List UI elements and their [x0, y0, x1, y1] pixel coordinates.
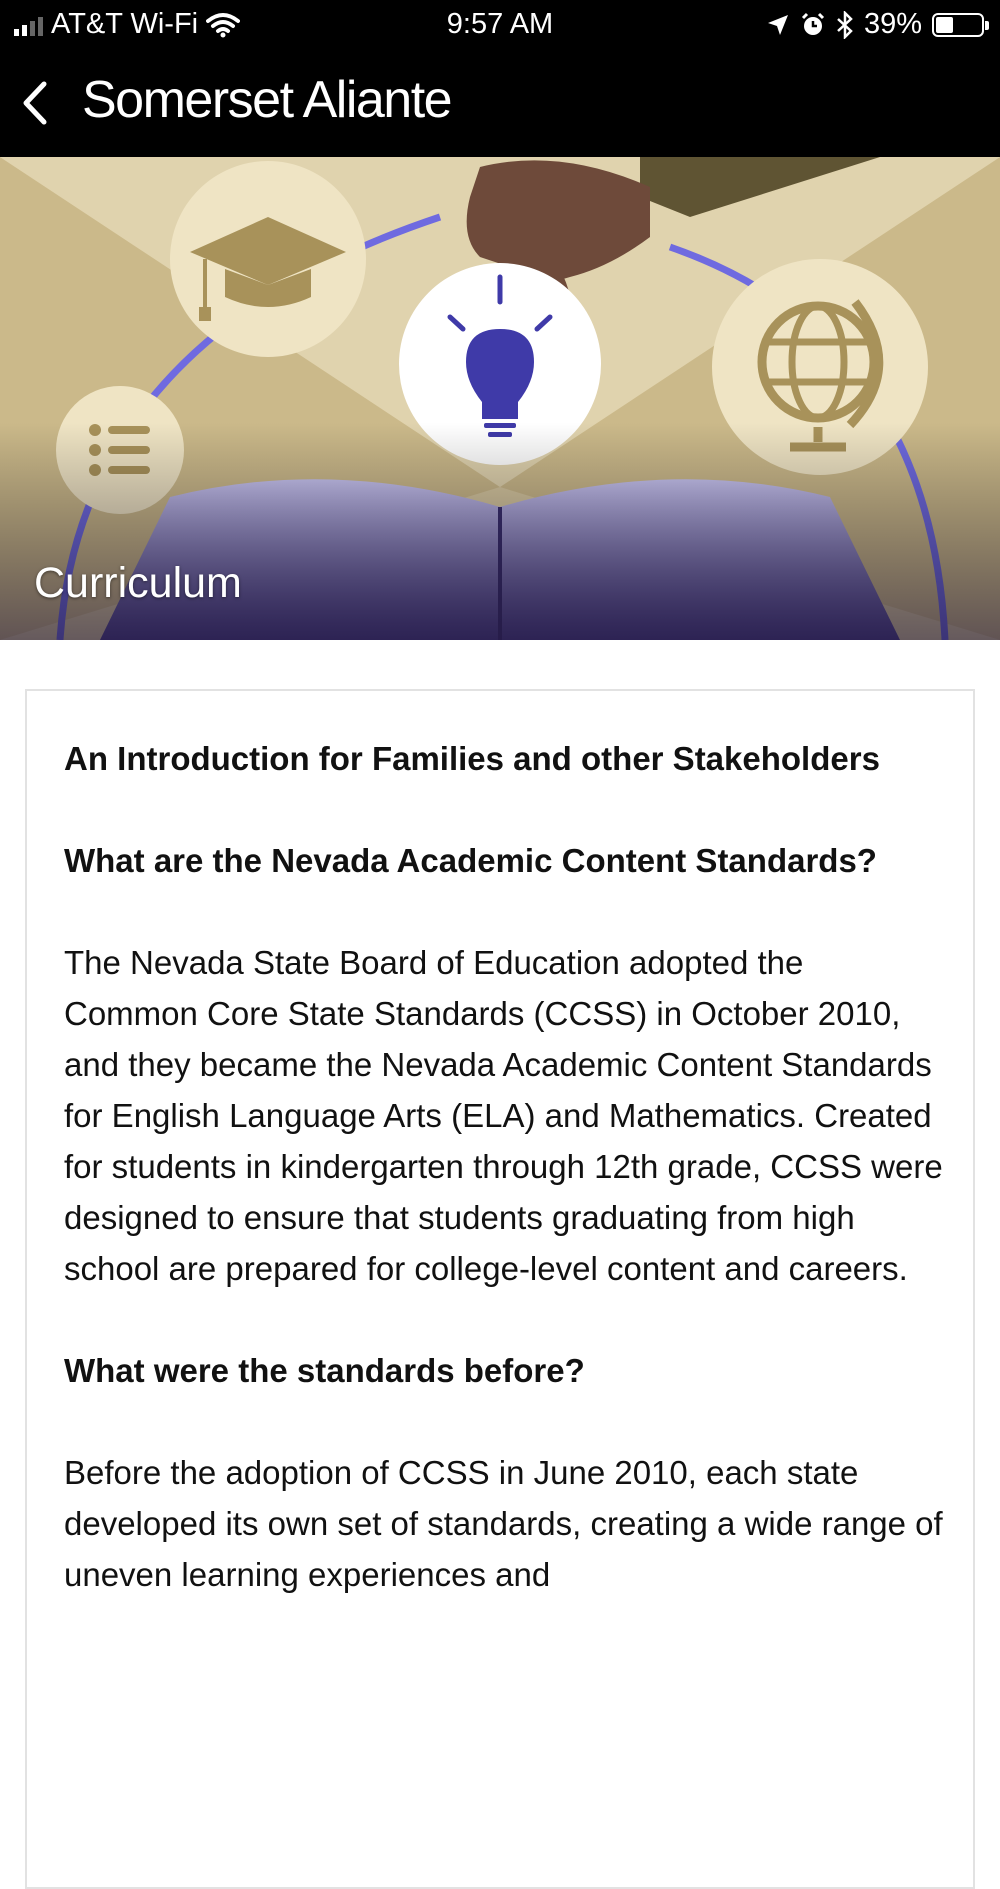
battery-icon: [932, 13, 984, 37]
hero-title: Curriculum: [34, 559, 242, 607]
standards-paragraph: The Nevada State Board of Education adopted the Common Core State Standards (CCSS) in October 2010, and they became the Nevada Academic Content Standards for English Language Arts (ELA) and Mathematics. Created for students in kindergarten through 12th grade, CCSS were designed to ensure that students graduating from high school are prepared for college-level content and careers.: [64, 944, 943, 1287]
content-body: [64, 733, 944, 1651]
status-bar: [0, 0, 1000, 48]
nav-title: Somerset Aliante: [82, 71, 452, 129]
before-question-heading: What were the standards before?: [64, 1352, 585, 1389]
status-time: 9:57 AM: [446, 8, 554, 40]
carrier-label: AT&T Wi-Fi: [51, 8, 199, 40]
chevron-left-icon[interactable]: [18, 78, 52, 128]
content-card: [25, 689, 975, 1889]
bluetooth-icon: [836, 11, 854, 39]
alarm-icon: [800, 12, 826, 38]
intro-heading: An Introduction for Families and other Stakeholders: [64, 740, 880, 777]
before-paragraph: Before the adoption of CCSS in June 2010, each state developed its own set of standards, creating a wide range of uneven learning experiences and: [64, 1454, 943, 1593]
battery-percent: 39%: [863, 8, 922, 40]
standards-question-heading: What are the Nevada Academic Content Standards?: [64, 842, 877, 879]
nav-bar: [0, 48, 1000, 157]
hero-banner: [0, 157, 1000, 640]
battery-fill: [936, 17, 953, 33]
location-icon: [766, 13, 790, 37]
status-right: [766, 8, 984, 41]
